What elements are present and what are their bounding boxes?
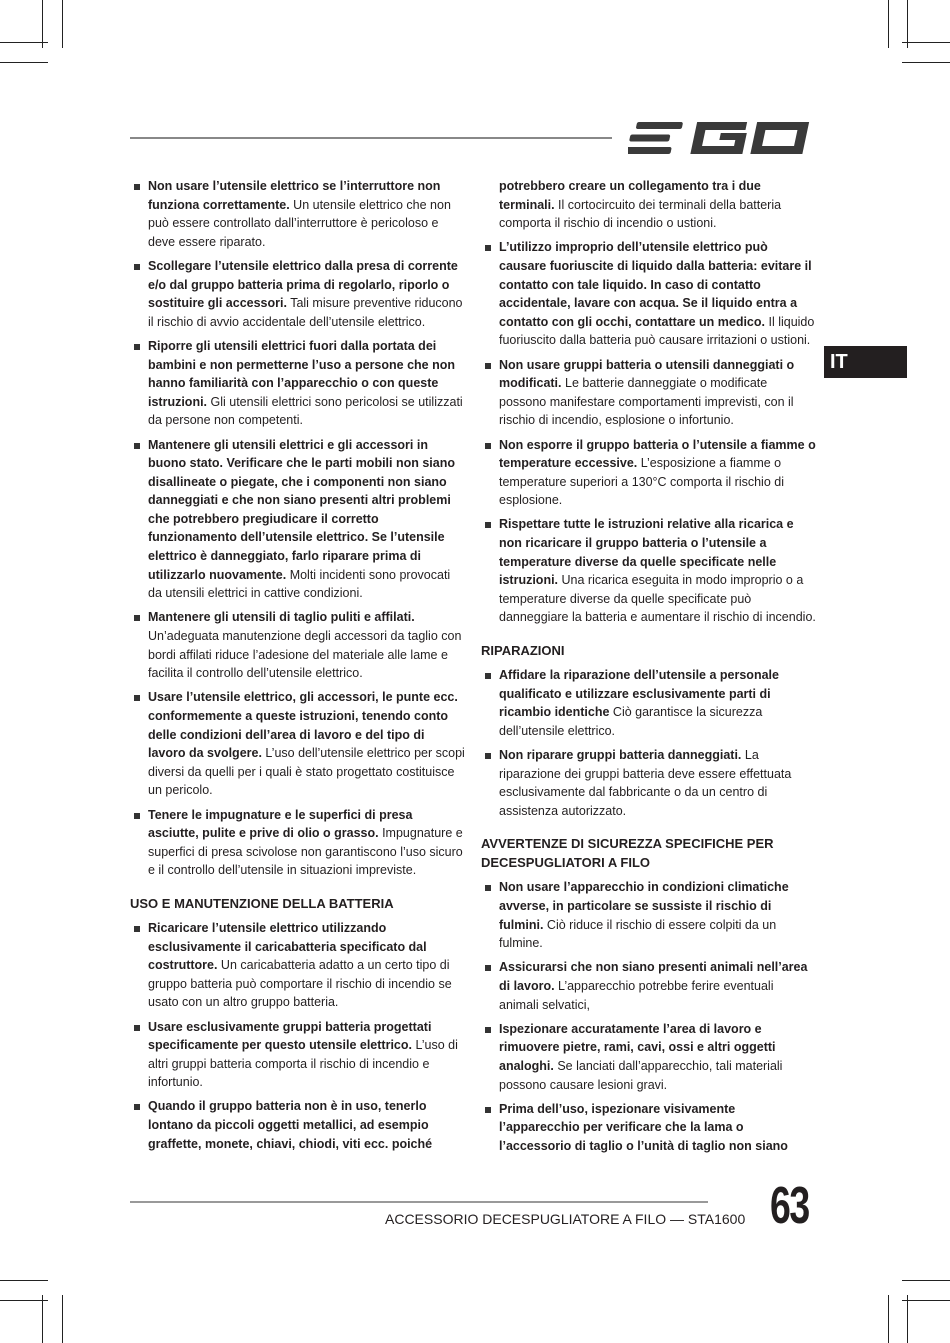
item-bold-text: Mantenere gli utensili elettrici e gli accessori in buono stato. Verificare che le parti mobili non siano disallineate o piegate, che i componenti non siano danneggiati e che non siano presenti altri problemi che potrebbero pregiudicare il corretto funzionamento dell’utensile elettrico. Se l’utensile elettrico è danneggiato, farlo riparare prima di utilizzarlo nuovamente. <box>148 437 456 582</box>
list-item <box>481 238 816 350</box>
crop-mark <box>62 0 63 48</box>
item-text: La riparazione dei gruppi batteria deve essere effettuata esclusivamente dal fabbricante o da un centro di assistenza autorizzato. <box>499 748 792 818</box>
item-text: Se lanciati dall’apparecchio, tali materiali possono causare lesioni gravi. <box>499 1058 783 1092</box>
item-bold-text: Quando il gruppo batteria non è in uso, tenerlo lontano da piccoli oggetti metallici, ad esempio graffette, monete, chiavi, chiodi, viti ecc. poiché <box>148 1099 433 1151</box>
list-item <box>130 257 465 331</box>
crop-mark <box>0 42 48 43</box>
item-bold-text: potrebbero creare un collegamento tra i due terminali. <box>499 179 761 212</box>
item-bold-text: Mantenere gli utensili di taglio puliti e affilati. <box>148 610 415 625</box>
list-item <box>130 919 465 1012</box>
crop-mark <box>0 62 48 63</box>
list-item <box>481 177 816 233</box>
list-item <box>130 337 465 430</box>
crop-mark <box>907 1295 908 1343</box>
item-bold-text: L’utilizzo improprio dell’utensile elettrico può causare fuoriuscite di liquido dalla batteria: evitare il contatto con tale liquido. In caso di contatto accidentale, lavare con acqua. Se il liquido entra a contatto con gli occhi, contattare un medico. <box>499 240 812 329</box>
item-bold-text: Affidare la riparazione dell’utensile a personale qualificato e utilizzare esclusivamente parti di ricambio identiche <box>499 668 779 720</box>
crop-mark <box>0 1280 48 1281</box>
item-text: L’apparecchio potrebbe ferire eventuali animali selvatici, <box>499 978 774 1012</box>
item-text: Le batterie danneggiate o modificate possono manifestare comportamenti imprevisti, con il rischio di incendio, esplosione o infortunio. <box>499 376 794 428</box>
item-bold-text: Usare l’utensile elettrico, gli accessori, le punte ecc. conformemente a queste istruzioni, tenendo conto delle condizioni dell’area di lavoro e del tipo di lavoro da svolgere. <box>148 690 458 761</box>
page-number: 63 <box>770 1177 809 1235</box>
item-bold-text: Ricaricare l’utensile elettrico utilizzando esclusivamente il caricabatteria specificato dal costruttore. <box>148 920 427 973</box>
crop-mark <box>902 1280 950 1281</box>
list-item <box>130 806 465 880</box>
list-item <box>481 666 816 740</box>
section-title-repairs: RIPARAZIONI <box>481 643 565 659</box>
item-text: Il cortocircuito dei terminali della batteria comporta il rischio di incendio o ustioni. <box>499 197 782 231</box>
right-column <box>481 177 816 1161</box>
crop-mark <box>0 1300 48 1301</box>
list-item <box>481 1020 816 1094</box>
item-text: Molti incidenti sono provocati da utensili elettrici in cattive condizioni. <box>148 567 451 601</box>
item-bold-text: Rispettare tutte le istruzioni relative alla ricarica e non ricaricare il gruppo batteria o l’utensile a temperature diverse da quelle specificate nelle istruzioni. <box>499 517 794 588</box>
crop-mark <box>902 42 950 43</box>
list-item <box>130 436 465 603</box>
crop-mark <box>62 1295 63 1343</box>
item-text: L’uso di altri gruppi batteria comporta il rischio di incendio e infortunio. <box>148 1038 458 1090</box>
crop-mark <box>888 1295 889 1343</box>
item-bold-text: Non esporre il gruppo batteria o l’utensile a fiamme o temperature eccessive. <box>499 437 816 471</box>
crop-mark <box>902 62 950 63</box>
crop-mark <box>42 0 43 48</box>
item-bold-text: Non usare l’apparecchio in condizioni climatiche avverse, in particolare se sussiste il rischio di fulmini. <box>499 880 789 932</box>
battery-list <box>130 919 465 1153</box>
item-bold-text: Scollegare l’utensile elettrico dalla presa di corrente e/o dal gruppo batteria prima di regolarlo, riporlo o sostituire gli accessori. <box>148 258 458 311</box>
item-bold-text: Prima dell’uso, ispezionare visivamente l’apparecchio per verificare che la lama o l’accessorio di taglio o l’unità di taglio non siano <box>499 1101 788 1153</box>
crop-mark <box>907 0 908 48</box>
section-title-trimmer: AVVERTENZE DI SICUREZZA SPECIFICHE PER DECESPUGLIATORI A FILO <box>481 836 774 871</box>
item-bold-text: Ispezionare accuratamente l’area di lavoro e rimuovere pietre, rami, cavi, ossi e altri oggetti analoghi. <box>499 1021 776 1073</box>
list-item <box>130 177 465 251</box>
list-item <box>481 958 816 1014</box>
list-item <box>481 1100 816 1156</box>
left-column <box>130 177 465 1159</box>
crop-mark <box>888 0 889 48</box>
item-text: Ciò garantisce la sicurezza dell’utensile elettrico. <box>499 705 763 738</box>
item-text: Tali misure preventive riducono il rischio di avvio accidentale dell’utensile elettrico. <box>148 296 463 329</box>
crop-mark <box>42 1295 43 1343</box>
item-bold-text: Non usare gruppi batteria o utensili danneggiati o modificati. <box>499 357 795 391</box>
item-text: Un caricabatteria adatto a un certo tipo di gruppo batteria può comportare il rischio di incendio se usato con un altro gruppo batteria. <box>148 958 452 1010</box>
item-bold-text: Non usare l’utensile elettrico se l’interruttore non funziona correttamente. <box>148 179 441 212</box>
header-rule <box>130 137 612 139</box>
item-text: Un utensile elettrico che non può essere controllato dall’interruttore è pericoloso e deve essere riparato. <box>148 197 451 249</box>
item-bold-text: Usare esclusivamente gruppi batteria progettati specificamente per questo utensile elettrico. <box>148 1019 432 1053</box>
list-item <box>130 608 465 682</box>
list-item <box>130 1097 465 1153</box>
item-text: Una ricarica eseguita in modo improprio o a temperature diverse da quelle specificate può danneggiare la batteria e aumentare il rischio di incendio. <box>499 573 816 625</box>
item-text: Ciò riduce il rischio di essere colpiti da un fulmine. <box>499 917 777 951</box>
list-item <box>130 688 465 800</box>
list-item <box>481 878 816 952</box>
item-bold-text: Assicurarsi che non siano presenti animali nell’area di lavoro. <box>499 960 808 993</box>
repairs-list <box>481 666 816 820</box>
item-text: L’uso dell’utensile elettrico per scopi diversi da quelli per i quali è stato progettato costituisce un pericolo. <box>148 746 465 798</box>
list-item <box>481 356 816 430</box>
list-item <box>481 436 816 510</box>
trimmer-list <box>481 878 816 1155</box>
list-item <box>130 1018 465 1092</box>
item-text: Gli utensili elettrici sono pericolosi se utilizzati da persone non competenti. <box>148 394 463 428</box>
section-title-battery: USO E MANUTENZIONE DELLA BATTERIA <box>130 895 394 911</box>
list-item <box>481 515 816 627</box>
language-tab: IT <box>824 346 907 378</box>
item-text: L’esposizione a fiamme o temperature superiori a 130°C comporta il rischio di esplosione. <box>499 456 784 508</box>
ego-logo <box>628 118 812 158</box>
item-bold-text: Tenere le impugnature e le superfici di presa asciutte, pulite e prive di olio o grasso. <box>148 807 413 841</box>
list-item <box>481 746 816 820</box>
safety-list <box>130 177 465 880</box>
footer-title: ACCESSORIO DECESPUGLIATORE A FILO — STA1600 <box>385 1211 746 1227</box>
item-text: Impugnature e superfici di presa scivolose non garantiscono l’uso sicuro e il controllo dell’utensile in situazioni impreviste. <box>148 826 463 878</box>
item-bold-text: Riporre gli utensili elettrici fuori dalla portata dei bambini e non permetterne l’uso a persone che non hanno familiarità con l’apparecchio o con queste istruzioni. <box>148 338 456 409</box>
item-text: Il liquido fuoriuscito dalla batteria può causare irritazioni o ustioni. <box>499 314 815 348</box>
item-text: Un’adeguata manutenzione degli accessori da taglio con bordi affilati riduce l’adesione del materiale alle lame e facilita il controllo dell’utensile elettrico. <box>148 629 462 681</box>
battery-list-continued <box>481 177 816 627</box>
item-bold-text: Non riparare gruppi batteria danneggiati. <box>499 748 742 762</box>
footer-rule <box>130 1201 708 1203</box>
crop-mark <box>902 1300 950 1301</box>
